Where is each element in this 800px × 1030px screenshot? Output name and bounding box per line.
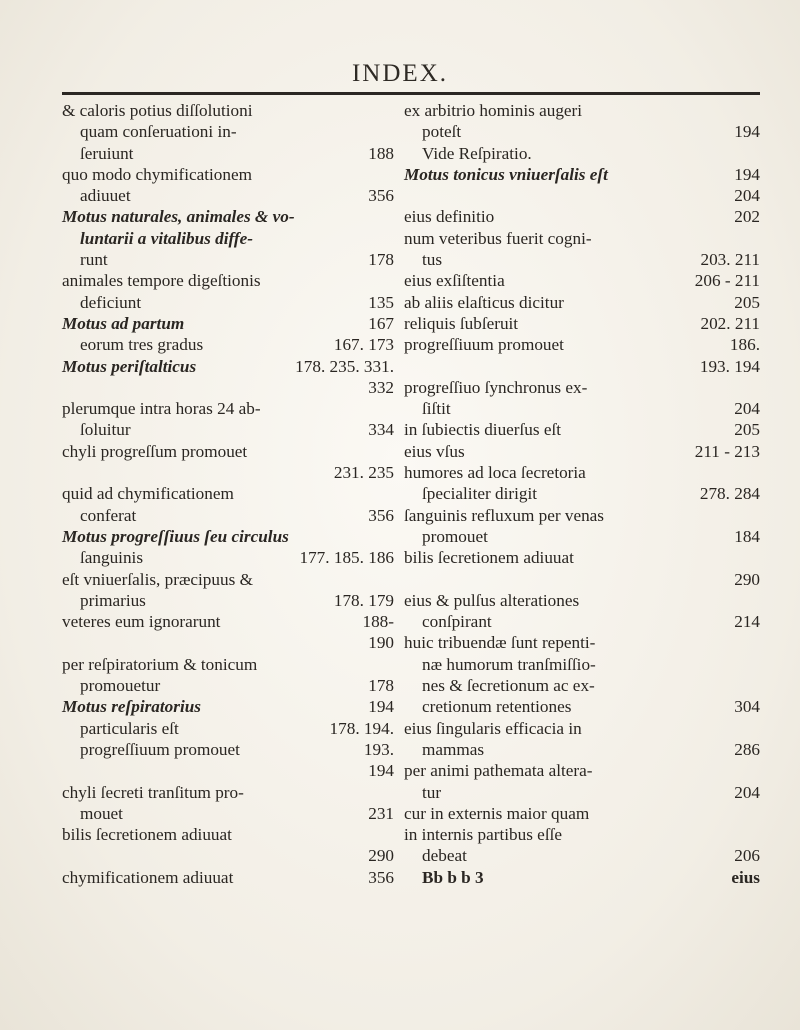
entry-text: particularis eſt	[80, 718, 179, 738]
entry-page-number: 203. 211	[700, 250, 760, 270]
index-entry-line	[404, 845, 760, 866]
entry-page-number: 194	[368, 761, 394, 781]
entry-text: chymificationem adiuuat	[62, 867, 234, 887]
entry-text: ſanguinis refluxum per venas	[404, 505, 604, 525]
entry-text: næ humorum tranſmiſſio-	[422, 654, 596, 674]
entry-text: chyli ſecreti tranſitum pro-	[62, 782, 244, 802]
entry-page-number: 304	[734, 697, 760, 717]
entry-page-number: 290	[368, 846, 394, 866]
index-entry-line	[62, 526, 394, 547]
index-entry-line	[62, 356, 394, 377]
entry-page-number: 167	[368, 313, 394, 333]
entry-page-number: 206 - 211	[694, 271, 760, 291]
index-column-left	[62, 100, 394, 888]
index-entry-line	[62, 760, 394, 781]
entry-text: quam conſeruationi in-	[80, 122, 237, 142]
entry-text: per reſpiratorium & tonicum	[62, 654, 258, 674]
entry-page-number: 204	[734, 782, 760, 802]
index-entry-line	[62, 419, 394, 440]
entry-text: bilis ſecretionem adiuuat	[404, 548, 574, 568]
index-entry-line	[404, 441, 760, 462]
index-entry-line	[404, 483, 760, 504]
entry-text: ſiſtit	[422, 399, 451, 419]
index-entry-line	[62, 718, 394, 739]
index-entry-line	[404, 569, 760, 590]
index-entry-line	[404, 526, 760, 547]
index-entry-line	[62, 121, 394, 142]
entry-text: Motus tonicus vniuerſalis eſt	[404, 164, 608, 184]
entry-text: mouet	[80, 803, 123, 823]
entry-page-number: 278. 284	[699, 484, 760, 504]
index-entry-line	[62, 824, 394, 845]
entry-page-number: 178. 179	[333, 590, 394, 610]
entry-page-number: 178. 194.	[329, 718, 394, 738]
index-entry-line	[404, 249, 760, 270]
entry-text: eorum tres gradus	[80, 335, 204, 355]
entry-page-number: 205	[734, 292, 760, 312]
index-entry-line	[404, 739, 760, 760]
entry-text: conferat	[80, 505, 137, 525]
entry-text: Motus progreſſiuus ſeu circulus	[62, 526, 289, 546]
entry-page-number: 356	[368, 505, 394, 525]
entry-text: in ſubiectis diuerſus eſt	[404, 420, 562, 440]
entry-page-number: 286	[734, 739, 760, 759]
index-entry-line	[62, 632, 394, 653]
entry-page-number: 211 - 213	[694, 441, 760, 461]
entry-text: conſpirant	[422, 612, 492, 632]
index-entry-line	[62, 143, 394, 164]
entry-page-number: 205	[734, 420, 760, 440]
index-entry-line	[62, 462, 394, 483]
entry-text: ex arbitrio hominis augeri	[404, 101, 583, 120]
index-entry-line	[404, 696, 760, 717]
header-rule	[62, 92, 760, 95]
index-entry-line	[404, 462, 760, 483]
index-entry-line	[62, 590, 394, 611]
entry-text: num veteribus fuerit cogni-	[404, 228, 592, 248]
index-entry-line	[404, 185, 760, 206]
entry-text: cur in externis maior quam	[404, 803, 590, 823]
entry-text: humores ad loca ſecretoria	[404, 463, 586, 483]
index-entry-line	[62, 547, 394, 568]
index-entry-line	[62, 505, 394, 526]
entry-page-number: 178	[368, 250, 394, 270]
entry-page-number: 204	[734, 399, 760, 419]
index-entry-line	[62, 611, 394, 632]
index-entry-line	[404, 121, 760, 142]
entry-page-number: 186.	[729, 335, 760, 355]
index-entry-line	[404, 270, 760, 291]
entry-text: per animi pathemata altera-	[404, 761, 593, 781]
entry-text: eſt vniuerſalis, præcipuus &	[62, 569, 253, 589]
index-entry-line	[62, 206, 394, 227]
index-entry-line	[62, 313, 394, 334]
entry-page-number: 190	[368, 633, 394, 653]
index-entry-line	[62, 675, 394, 696]
entry-text: luntarii a vitalibus diffe-	[80, 228, 254, 248]
entry-text: eius exſiſtentia	[404, 271, 505, 291]
index-entry-line	[62, 164, 394, 185]
index-entry-line	[62, 845, 394, 866]
entry-text: Motus periſtalticus	[62, 356, 197, 376]
index-entry-line	[62, 739, 394, 760]
entry-text: deficiunt	[80, 292, 142, 312]
entry-page-number: 334	[368, 420, 394, 440]
index-entry-line	[62, 398, 394, 419]
entry-text: quid ad chymificationem	[62, 484, 234, 504]
entry-page-number: 290	[734, 569, 760, 589]
index-entry-line	[62, 334, 394, 355]
entry-text: cretionum retentiones	[422, 697, 572, 717]
entry-text: ſanguinis	[80, 548, 144, 568]
index-entry-line	[404, 803, 760, 824]
entry-page-number: 188	[368, 143, 394, 163]
entry-text: poteſt	[422, 122, 462, 142]
index-entry-line	[404, 547, 760, 568]
index-entry-line	[404, 100, 760, 121]
entry-text: & caloris potius diſſolutioni	[62, 101, 253, 120]
index-entry-line	[404, 590, 760, 611]
index-entry-line	[62, 292, 394, 313]
entry-text: progreſſiuum promouet	[404, 335, 564, 355]
index-entry-line	[62, 100, 394, 121]
index-entry-line	[404, 824, 760, 845]
entry-text: in internis partibus eſſe	[404, 825, 562, 845]
index-entry-line	[404, 760, 760, 781]
entry-page-number: 167. 173	[333, 335, 394, 355]
entry-text: chyli progreſſum promouet	[62, 441, 248, 461]
entry-text: progreſſiuo ſynchronus ex-	[404, 377, 588, 397]
entry-page-number: 178	[368, 676, 394, 696]
entry-text: runt	[80, 250, 108, 270]
entry-text: Motus naturales, animales & vo-	[62, 207, 295, 227]
entry-page-number: 193. 194	[699, 356, 760, 376]
entry-text: veteres eum ignorarunt	[62, 612, 221, 632]
entry-text: ſpecialiter dirigit	[422, 484, 538, 504]
entry-text: mammas	[422, 739, 485, 759]
entry-text: eius ſingularis efficacia in	[404, 718, 582, 738]
entry-page-number: 204	[734, 186, 760, 206]
entry-page-number: 177. 185. 186	[299, 548, 394, 568]
index-entry-line	[404, 675, 760, 696]
index-entry-line	[404, 164, 760, 185]
index-entry-line	[404, 334, 760, 355]
index-entry-line	[62, 867, 394, 888]
entry-text: eius vſus	[404, 441, 465, 461]
entry-text: plerumque intra horas 24 ab-	[62, 399, 261, 419]
entry-page-number: 202	[734, 207, 760, 227]
entry-page-number: 231. 235	[333, 463, 394, 483]
entry-page-number: 231	[368, 803, 394, 823]
entry-text: ab aliis elaſticus dicitur	[404, 292, 564, 312]
entry-text: tur	[422, 782, 442, 802]
entry-text: eius & pulſus alterationes	[404, 590, 580, 610]
entry-text: Motus ad partum	[62, 313, 185, 333]
entry-page-number: 135	[368, 292, 394, 312]
index-entry-line	[62, 696, 394, 717]
index-entry-line	[62, 228, 394, 249]
index-entry-line	[404, 654, 760, 675]
entry-text: bilis ſecretionem adiuuat	[62, 825, 232, 845]
entry-page-number: 202. 211	[700, 313, 760, 333]
entry-page-number: 184	[734, 526, 760, 546]
page-header: INDEX.	[351, 60, 448, 87]
entry-text: eius definitio	[404, 207, 495, 227]
index-entry-line	[404, 632, 760, 653]
index-entry-line	[404, 505, 760, 526]
entry-page-number: 194	[734, 122, 760, 142]
entry-text: animales tempore digeſtionis	[62, 271, 261, 291]
index-entry-line	[62, 782, 394, 803]
entry-text: promouet	[422, 526, 488, 546]
entry-page-number: 193.	[363, 739, 394, 759]
index-entry-line	[62, 270, 394, 291]
index-entry-line	[404, 143, 760, 164]
entry-text: Vide Reſpiratio.	[422, 143, 532, 163]
entry-text: debeat	[422, 846, 467, 866]
entry-page-number: 206	[734, 846, 760, 866]
entry-text: reliquis ſubſeruit	[404, 313, 519, 333]
entry-text: Bb b b 3	[422, 867, 484, 887]
index-entry-line	[404, 611, 760, 632]
index-entry-line	[404, 313, 760, 334]
entry-page-number: 332	[368, 377, 394, 397]
index-entry-line	[62, 441, 394, 462]
index-entry-line	[62, 249, 394, 270]
entry-text: quo modo chymificationem	[62, 164, 252, 184]
entry-text: primarius	[80, 590, 146, 610]
index-entry-line	[404, 292, 760, 313]
index-entry-line	[404, 867, 760, 888]
entry-text: huic tribuendæ ſunt repenti-	[404, 633, 596, 653]
index-entry-line	[404, 377, 760, 398]
entry-page-number: 178. 235. 331.	[295, 356, 394, 376]
index-entry-line	[62, 377, 394, 398]
entry-text: tus	[422, 250, 443, 270]
entry-text: promouetur	[80, 676, 161, 696]
index-entry-line	[404, 398, 760, 419]
index-entry-line	[62, 654, 394, 675]
entry-page-number: 188-	[362, 612, 394, 632]
entry-text: ſeruiunt	[80, 143, 134, 163]
entry-page-number: 194	[368, 697, 394, 717]
index-entry-line	[62, 185, 394, 206]
index-entry-line	[404, 356, 760, 377]
entry-text: nes & ſecretionum ac ex-	[422, 676, 595, 696]
entry-page-number: 214	[734, 612, 760, 632]
entry-text: progreſſiuum promouet	[80, 739, 240, 759]
index-entry-line	[404, 228, 760, 249]
index-column-right	[404, 100, 760, 888]
entry-text: adiuuet	[80, 186, 131, 206]
entry-page-number: 356	[368, 186, 394, 206]
index-entry-line	[62, 483, 394, 504]
index-entry-line	[62, 569, 394, 590]
index-entry-line	[404, 206, 760, 227]
entry-text: ſoluitur	[80, 420, 131, 440]
entry-page-number: 194	[734, 164, 760, 184]
index-entry-line	[404, 718, 760, 739]
entry-page-number: eius	[731, 867, 760, 887]
entry-page-number: 356	[368, 867, 394, 887]
index-entry-line	[404, 782, 760, 803]
index-entry-line	[62, 803, 394, 824]
entry-text: Motus reſpiratorius	[62, 697, 201, 717]
index-entry-line	[404, 419, 760, 440]
